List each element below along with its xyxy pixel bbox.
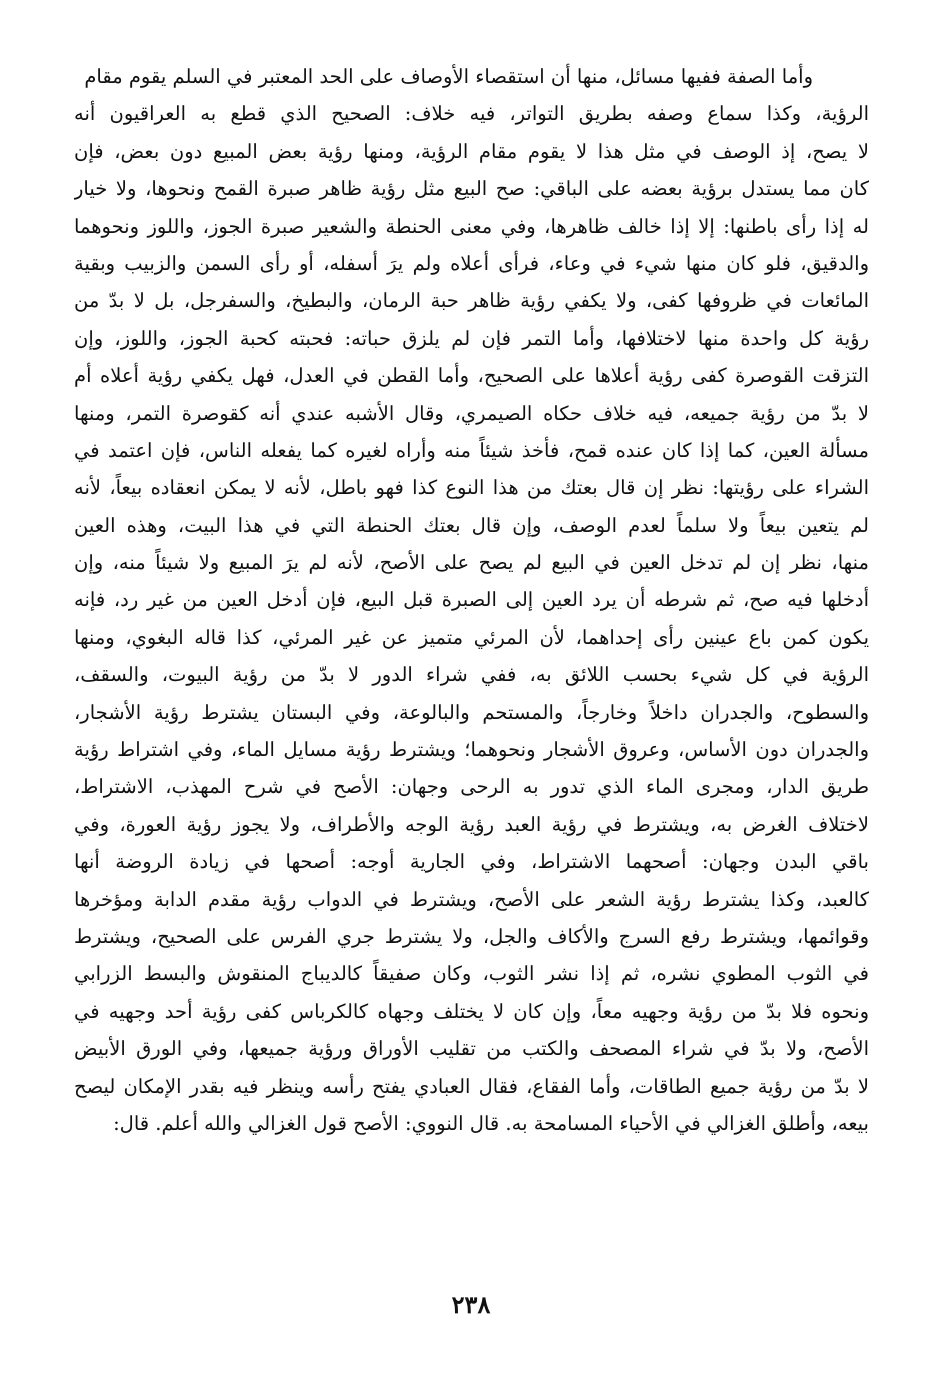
text-line: الرؤية في كل شيء بحسب اللائق به، ففي شراء الدور لا بدّ من رؤية البيوت، والسقف، bbox=[74, 663, 869, 687]
text-line: مسألة العين، كما إذا كان عنده قمح، فأخذ شيئاً منه وأراه لغيره كما يفعله الناس، فإن اعتمد في bbox=[74, 438, 869, 462]
text-line: وقوائمها، ويشترط رفع السرج والأكاف والجل، ولا يشترط جري الفرس على الصحيح، ويشترط bbox=[74, 924, 869, 948]
text-line: والدقيق، فلو كان منها شيء في وعاء، فرأى أعلاه ولم يرَ أسفله، أو رأى السمن والزبيب وبقية bbox=[74, 251, 869, 275]
text-line: الرؤية، وكذا سماع وصفه بطريق التواتر، فيه خلاف: الصحيح الذي قطع به العراقيون أنه bbox=[74, 102, 869, 126]
text-line: باقي البدن وجهان: أصحهما الاشتراط، وفي الجارية أوجه: أصحها في زيادة الروضة أنها bbox=[74, 850, 869, 874]
text-line: بيعه، وأطلق الغزالي في الأحياء المسامحة به. قال النووي: الأصح قول الغزالي والله أعلم. قال: bbox=[113, 1111, 869, 1135]
text-line: ونحوه فلا بدّ من رؤية وجهيه معاً، وإن كان لا يختلف وجهاه كالكرباس كفى رؤية أحد وجهيه في bbox=[74, 999, 869, 1023]
text-line: الأصح، ولا بدّ في شراء المصحف والكتب من تقليب الأوراق ورؤية جميعها، وفي الورق الأبيض bbox=[74, 1037, 869, 1061]
text-line: أدخلها فيه صح، ثم شرطه أن يرد العين إلى الصبرة قبل البيع، فإن أدخل العين من غير رد، فإنه bbox=[74, 588, 869, 612]
text-line: كان مما يستدل برؤية بعضه على الباقي: صح البيع مثل رؤية ظاهر صبرة القمح ونحوها، ولا خيار bbox=[74, 177, 869, 201]
text-line: الشراء على رؤيتها: نظر إن قال بعتك من هذا النوع كذا فهو باطل، لأنه لا يمكن انعقاده بيعاً، لأنه bbox=[74, 476, 869, 500]
text-line: المائعات في ظروفها كفى، ولا يكفي رؤية ظاهر حبة الرمان، والبطيخ، والسفرجل، بل لا بدّ من bbox=[74, 289, 869, 313]
text-line: لاختلاف الغرض به، ويشترط في رؤية العبد رؤية الوجه والأطراف، ولا يجوز رؤية العورة، وفي bbox=[74, 812, 869, 836]
text-line: لم يتعين بيعاً ولا سلماً لعدم الوصف، وإن قال بعتك الحنطة التي في هذا البيت، وهذه العين bbox=[74, 513, 869, 537]
text-line: التزقت القوصرة كفى رؤية أعلاها على الصحيح، وأما القطن في العدل، فهل يكفي رؤية أعلاه أم bbox=[74, 364, 869, 388]
text-line: يكون كمن باع عينين رأى إحداهما، لأن المرئي متميز عن غير المرئي، كذا قاله البغوي، ومنها bbox=[74, 625, 869, 649]
text-line: له إذا رأى باطنها: إلا إذا خالف ظاهرها، وفي معنى الحنطة والشعير صبرة الجوز، واللوز ونحوهما bbox=[74, 214, 869, 238]
text-line: وأما الصفة ففيها مسائل، منها أن استقصاء الأوصاف على الحد المعتبر في السلم يقوم مقام bbox=[84, 65, 813, 88]
text-line: والجدران دون الأساس، وعروق الأشجار ونحوهما؛ ويشترط رؤية مسايل الماء، وفي اشتراط رؤية bbox=[74, 738, 869, 762]
text-line: منها، نظر إن لم تدخل العين في البيع لم يصح على الأصح، لأنه لم يرَ المبيع ولا شيئاً منه، وإن bbox=[74, 551, 869, 575]
text-line: لا يصح، إذ الوصف في مثل هذا لا يقوم مقام الرؤية، ومنها رؤية بعض المبيع دون بعض، فإن bbox=[74, 139, 869, 163]
body-text bbox=[74, 58, 869, 1142]
text-line: في الثوب المطوي نشره، ثم إذا نشر الثوب، وكان صفيقاً كالديباج المنقوش والبسط الزرابي bbox=[74, 962, 869, 986]
text-line: لا بدّ من رؤية جميعه، فيه خلاف حكاه الصيمري، وقال الأشبه عندي أنه كقوصرة التمر، ومنها bbox=[74, 401, 869, 425]
text-line: طريق الدار، ومجرى الماء الذي تدور به الرحى وجهان: الأصح في شرح المهذب، الاشتراط، bbox=[74, 775, 869, 799]
text-line: رؤية كل واحدة منها لاختلافها، وأما التمر فإن لم يلزق حباته: فحبته كحبة الجوز، واللوز، وإن bbox=[74, 326, 869, 350]
text-line: لا بدّ من رؤية جميع الطاقات، وأما الفقاع، فقال العبادي يفتح رأسه وينظر فيه بقدر الإمكان ليصح bbox=[74, 1074, 869, 1098]
text-line: كالعبد، وكذا يشترط رؤية الشعر على الأصح، ويشترط في الدواب رؤية مقدم الدابة ومؤخرها bbox=[74, 887, 869, 911]
page-number: ٢٣٨ bbox=[451, 1290, 491, 1319]
text-line: والسطوح، والجدران داخلاً وخارجاً، والمستحم والبالوعة، وفي البستان يشترط رؤية الأشجار، bbox=[74, 700, 869, 724]
